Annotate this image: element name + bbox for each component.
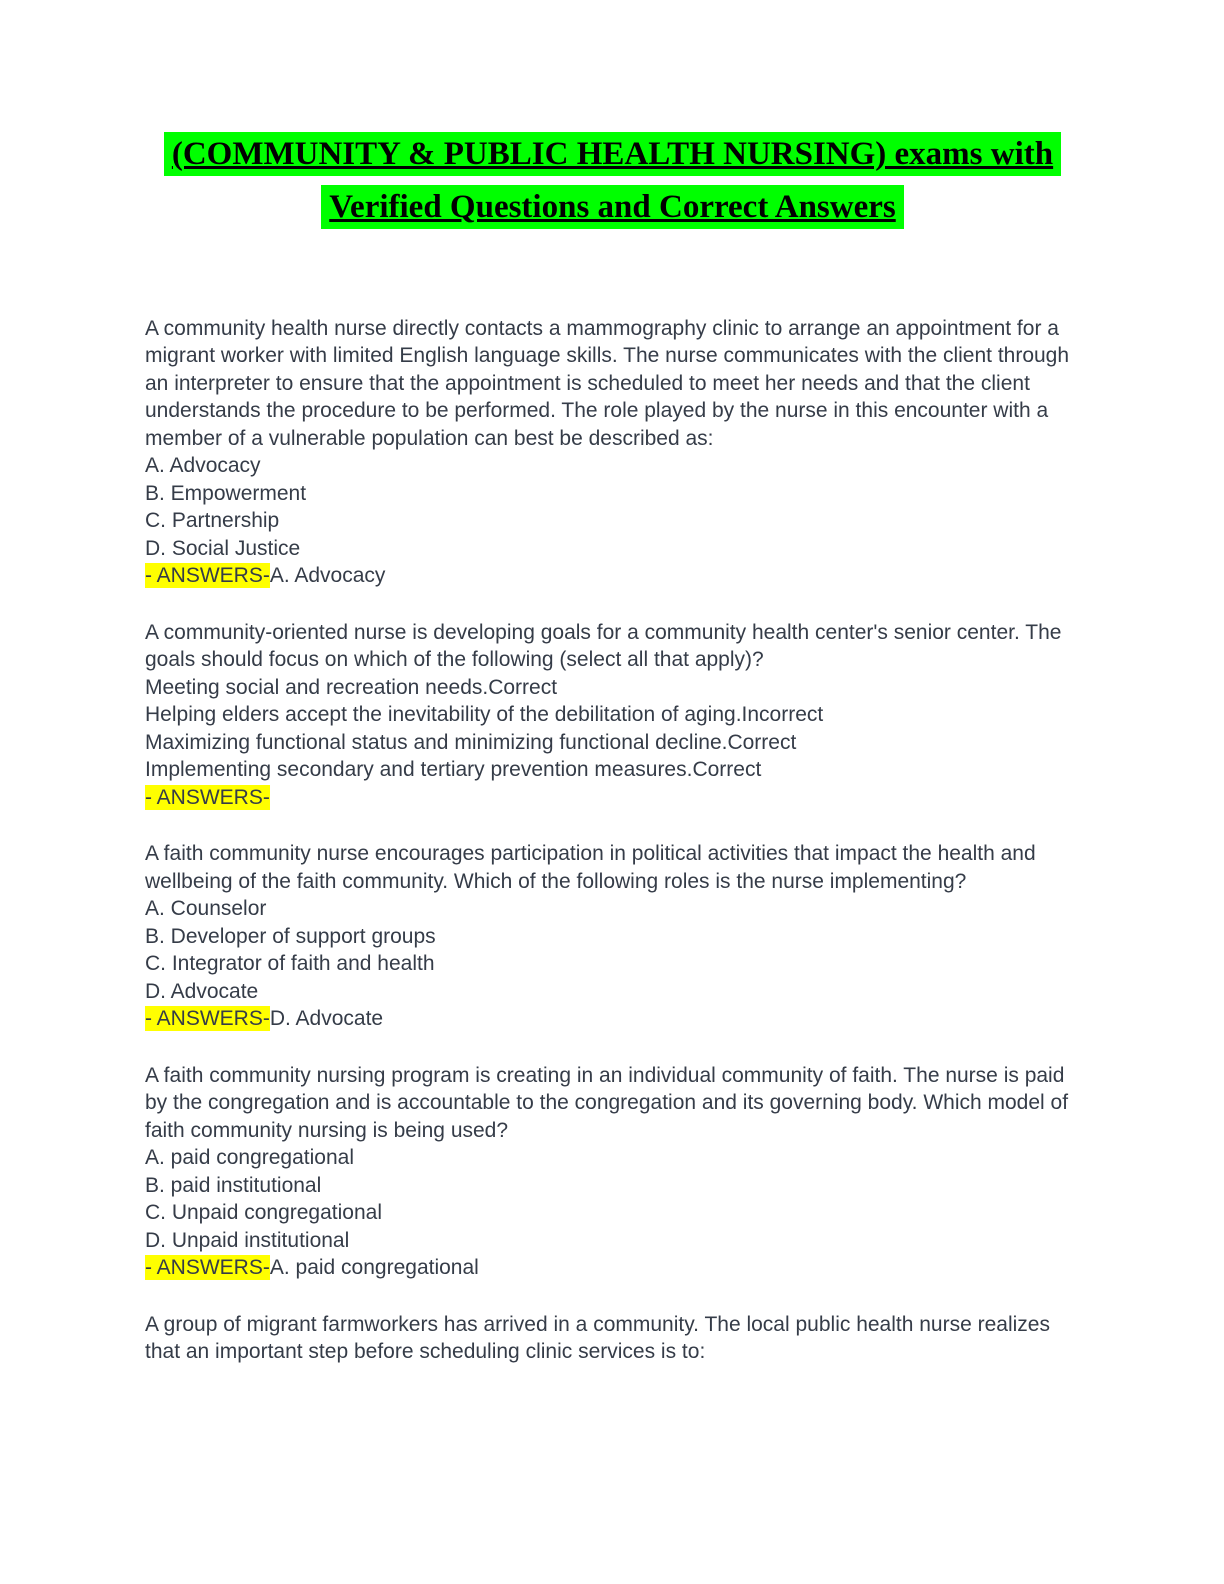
option-line: A. paid congregational	[145, 1146, 354, 1170]
answer-label: - ANSWERS-	[145, 785, 270, 809]
option-line: B. Developer of support groups	[145, 924, 436, 948]
option-line: B. Empowerment	[145, 481, 307, 505]
question-block	[145, 1062, 1080, 1282]
question-block	[145, 315, 1080, 590]
option-line: A. Advocacy	[145, 454, 261, 478]
document-title-text: (COMMUNITY & PUBLIC HEALTH NURSING) exams with Verified Questions and Correct Answers	[164, 132, 1061, 229]
answer-text: A. Advocacy	[269, 564, 386, 588]
question-text: A faith community nursing program is creating in an individual community of faith. The nurse is paid by the congregation and is accountable to the congregation and its governing body. Which model of faith community nursing is being used?	[145, 1063, 1069, 1142]
answer-label: - ANSWERS-	[145, 564, 270, 588]
question-block	[145, 619, 1080, 812]
option-line: Maximizing functional status and minimizing functional decline.Correct	[145, 730, 797, 754]
options-list	[145, 895, 1080, 1005]
option-line: D. Advocate	[145, 979, 259, 1003]
option-line: D. Social Justice	[145, 536, 301, 560]
question-text: A community health nurse directly contacts a mammography clinic to arrange an appointment for a migrant worker with limited English language skills. The nurse communicates with the client through an interpreter to ensure that the appointment is scheduled to meet her needs and that the client understands the procedure to be performed. The role played by the nurse in this encounter with a member of a vulnerable population can best be described as:	[145, 316, 1070, 450]
question-text: A faith community nurse encourages participation in political activities that impact the health and wellbeing of the faith community. Which of the following roles is the nurse implementing?	[145, 842, 1036, 893]
answer-line	[145, 1005, 1080, 1033]
question-block	[145, 1311, 1080, 1366]
answer-line	[145, 562, 1080, 590]
document-title	[145, 128, 1080, 235]
answer-line	[145, 784, 1080, 812]
options-list	[145, 452, 1080, 562]
answer-text: D. Advocate	[269, 1007, 384, 1031]
question-block	[145, 840, 1080, 1033]
option-line: Implementing secondary and tertiary prevention measures.Correct	[145, 758, 762, 782]
option-line: A. Counselor	[145, 897, 267, 921]
option-line: C. Integrator of faith and health	[145, 952, 435, 976]
options-list	[145, 674, 1080, 784]
option-line: C. Unpaid congregational	[145, 1201, 382, 1225]
option-line: C. Partnership	[145, 509, 280, 533]
question-text: A group of migrant farmworkers has arrived in a community. The local public health nurse realizes that an important step before scheduling clinic services is to:	[145, 1312, 1050, 1364]
option-line: Helping elders accept the inevitability of the debilitation of aging.Incorrect	[145, 703, 824, 727]
option-line: Meeting social and recreation needs.Correct	[145, 675, 558, 699]
questions-list	[145, 315, 1080, 1366]
option-line: B. paid institutional	[145, 1173, 322, 1197]
answer-label: - ANSWERS-	[145, 1256, 270, 1280]
answer-text: A. paid congregational	[269, 1256, 479, 1280]
question-text: A community-oriented nurse is developing goals for a community health center's senior center. The goals should focus on which of the following (select all that apply)?	[145, 620, 1062, 672]
answer-label: - ANSWERS-	[145, 1007, 270, 1031]
options-list	[145, 1144, 1080, 1254]
option-line: D. Unpaid institutional	[145, 1228, 350, 1252]
answer-line	[145, 1254, 1080, 1282]
